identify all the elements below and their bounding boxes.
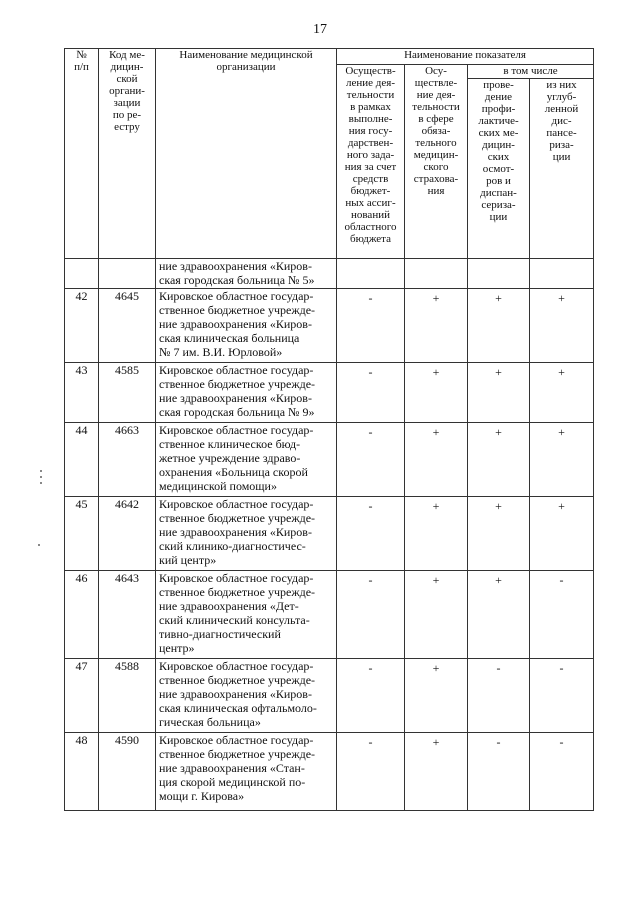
- header-indicator: Наименование показателя: [337, 49, 594, 65]
- row-budget: -: [337, 571, 405, 659]
- row-oms: +: [405, 289, 468, 363]
- row-oms: [405, 259, 468, 289]
- scan-speck: [40, 482, 42, 484]
- row-prof: -: [468, 733, 530, 811]
- row-oms: +: [405, 733, 468, 811]
- row-oms: +: [405, 363, 468, 423]
- table-row: [65, 733, 594, 811]
- row-org-name: Кировское областное государ- ственное бюджетное учрежде- ние здравоохранения «Стан- ция скорой медицинской по- мощи г. Кирова»: [156, 733, 337, 811]
- row-deep: +: [530, 497, 594, 571]
- header-budget: Осуществ- ление дея- тельности в рамках выполне- ния госу- дарствен- ного зада- ния за счет средств бюджет- ных ассиг- нований областного бюджета: [337, 65, 405, 259]
- row-budget: -: [337, 733, 405, 811]
- row-oms: +: [405, 571, 468, 659]
- table-row: [65, 423, 594, 497]
- row-code: 4590: [99, 733, 156, 811]
- row-code: 4642: [99, 497, 156, 571]
- row-code: [99, 259, 156, 289]
- scan-speck: [40, 476, 42, 478]
- row-budget: [337, 259, 405, 289]
- row-oms: +: [405, 497, 468, 571]
- row-oms: +: [405, 659, 468, 733]
- table-row: [65, 289, 594, 363]
- row-prof: +: [468, 423, 530, 497]
- scan-speck: [40, 470, 42, 472]
- row-deep: -: [530, 733, 594, 811]
- row-budget: -: [337, 289, 405, 363]
- row-org-name: Кировское областное государ- ственное бюджетное учрежде- ние здравоохранения «Киров- ская городская больница № 9»: [156, 363, 337, 423]
- table-row: [65, 259, 594, 289]
- row-budget: -: [337, 423, 405, 497]
- row-prof: +: [468, 363, 530, 423]
- table-row: [65, 363, 594, 423]
- row-prof: +: [468, 289, 530, 363]
- row-org-name: Кировское областное государ- ственное клиническое бюд- жетное учреждение здраво- охранения «Больница скорой медицинской помощи»: [156, 423, 337, 497]
- row-prof: +: [468, 571, 530, 659]
- row-code: 4663: [99, 423, 156, 497]
- row-code: 4585: [99, 363, 156, 423]
- table-row: [65, 571, 594, 659]
- row-deep: +: [530, 423, 594, 497]
- row-org-name: Кировское областное государ- ственное бюджетное учрежде- ние здравоохранения «Дет- ский клинический консульта- тивно-диагностический центр»: [156, 571, 337, 659]
- header-prof: прове- дение профи- лактиче- ских ме- дицин- ских осмот- ров и диспан- сериза- ции: [468, 79, 530, 259]
- table-row: [65, 497, 594, 571]
- row-deep: -: [530, 659, 594, 733]
- row-org-name: Кировское областное государ- ственное бюджетное учрежде- ние здравоохранения «Киров- ская клиническая офтальмоло- гическая больница»: [156, 659, 337, 733]
- header-deep: из них углуб- ленной дис- пансе- риза- ции: [530, 79, 594, 259]
- row-prof: -: [468, 659, 530, 733]
- row-org-name: Кировское областное государ- ственное бюджетное учрежде- ние здравоохранения «Киров- ский клинико-диагностичес- кий центр»: [156, 497, 337, 571]
- row-num: 42: [65, 289, 99, 363]
- row-oms: +: [405, 423, 468, 497]
- row-num: 48: [65, 733, 99, 811]
- row-prof: +: [468, 497, 530, 571]
- table-row: [65, 659, 594, 733]
- header-name: Наименование медицинской организации: [156, 49, 337, 259]
- row-deep: +: [530, 289, 594, 363]
- row-deep: [530, 259, 594, 289]
- header-oms: Осу- ществле- ние дея- тельности в сфере обяза- тельного медицин- ского страхова- ния: [405, 65, 468, 259]
- row-code: 4588: [99, 659, 156, 733]
- header-code: Код ме- дицин- ской органи- зации по ре- естру: [99, 49, 156, 259]
- row-code: 4643: [99, 571, 156, 659]
- row-deep: +: [530, 363, 594, 423]
- row-budget: -: [337, 363, 405, 423]
- row-num: 47: [65, 659, 99, 733]
- row-code: 4645: [99, 289, 156, 363]
- row-org-name: Кировское областное государ- ственное бюджетное учрежде- ние здравоохранения «Киров- ская клиническая больница № 7 им. В.И. Юрловой»: [156, 289, 337, 363]
- row-num: 46: [65, 571, 99, 659]
- row-num: 43: [65, 363, 99, 423]
- row-num: [65, 259, 99, 289]
- row-budget: -: [337, 659, 405, 733]
- row-deep: -: [530, 571, 594, 659]
- page-number: 17: [313, 22, 327, 37]
- row-num: 44: [65, 423, 99, 497]
- organizations-table: [64, 48, 594, 811]
- scan-speck: [38, 544, 40, 546]
- header-num: № п/п: [65, 49, 99, 259]
- header-including: в том числе: [468, 65, 594, 79]
- row-org-name: ние здравоохранения «Киров- ская городская больница № 5»: [156, 259, 337, 289]
- row-num: 45: [65, 497, 99, 571]
- row-prof: [468, 259, 530, 289]
- row-budget: -: [337, 497, 405, 571]
